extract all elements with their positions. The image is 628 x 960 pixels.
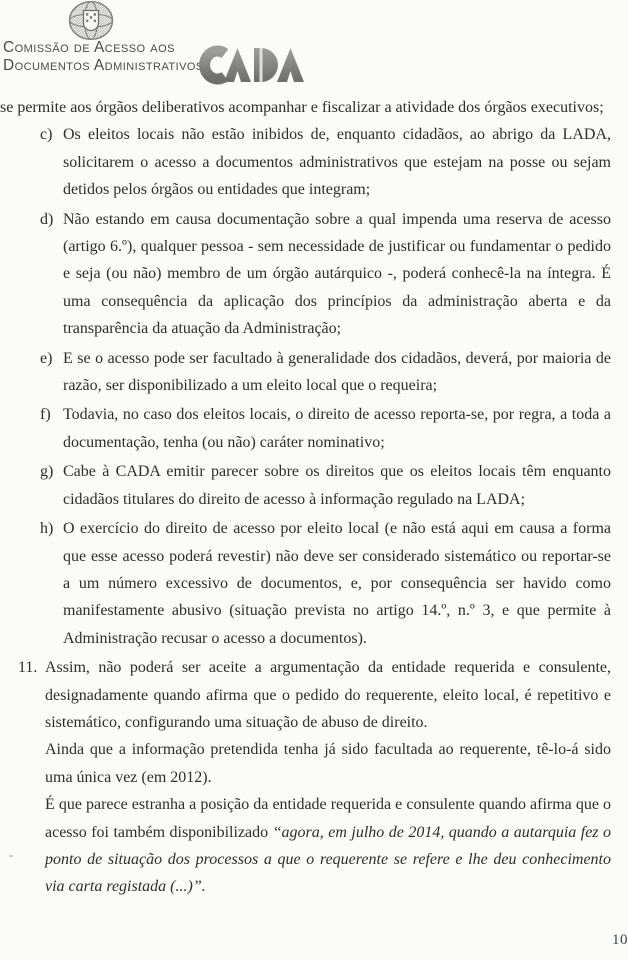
cada-logo [199,44,305,86]
list-item-e [40,345,611,400]
coat-of-arms-emblem [68,1,114,41]
org-name-line2: Documentos Administrativos [3,56,204,74]
item-label: h) [40,520,54,538]
item-label: d) [40,210,54,228]
org-name [3,39,204,74]
item-text: Cabe à CADA emitir parecer sobre os direitos que os eleitos locais têm enquanto cidadãos titulares do direito de acesso à informação regulado na LADA; [63,463,611,508]
list-item-h [40,515,611,652]
page-number: 10 [612,932,628,948]
document-body [0,94,611,901]
item-label: g) [40,463,54,481]
item-label: 11. [18,659,38,677]
list-item-f [40,401,611,456]
item-text: Não estando em causa documentação sobre a qual impenda uma reserva de acesso (artigo 6.º), qualquer pessoa - sem necessidade de justificar ou fundamentar o pedido e seja (ou não) membro de um órgão autárquico -, poderá conhecê-la na íntegra. É uma consequência da aplicação dos princípios da administração aberta e da transparência da atuação da Administração; [63,210,611,338]
item-text: E se o acesso pode ser facultado à generalidade dos cidadãos, deverá, por maioria de razão, ser disponibilizado a um eleito local que o requeira; [63,349,611,395]
paragraph-continuation: se permite aos órgãos deliberativos acompanhar e fiscalizar a atividade dos órgãos executivos; [0,99,604,116]
list-item-d [40,206,611,343]
list-item-11 [18,654,611,901]
item-label: f) [40,406,51,424]
quoted-italic-text: “agora, em julho de 2014, quando a autarquia fez o ponto de situação dos processos a que o requerente se refere e lhe deu conhecimento via carta registada (...)”. [45,823,611,896]
list-item-g [40,458,611,513]
item-label: c) [40,126,53,144]
paragraph-regular-text: É que parece estranha a posição da entidade requerida e consulente quando afirma que o acesso foi também disponibilizado [45,796,611,841]
item-text-block [45,654,611,901]
item-text: Todavia, no caso dos eleitos locais, o direito de acesso reporta-se, por regra, a toda a documentação, tenha (ou não) caráter nominativo; [63,406,611,451]
list-item-c [40,121,611,203]
paragraph-with-quote [45,791,611,901]
letterhead [0,0,628,92]
item-text: Os eleitos locais não estão inibidos de, enquanto cidadãos, ao abrigo da LADA, solicitarem o acesso a documentos administrativos que estejam na posse ou sejam detidos pelos órgãos ou entidades que integram; [63,126,611,199]
item-text: O exercício do direito de acesso por eleito local (e não está aqui em causa a forma que esse acesso poderá revestir) não deve ser considerado sistemático ou reportar-se a um número excessivo de documentos, e, por consequência ser havido como manifestamente abusivo (situação prevista no artigo 14.º, n.º 3, e que permite à Administração recusar o acesso a documentos). [63,520,611,647]
org-name-line1: Comissão de Acesso aos [3,39,175,56]
item-label: e) [40,349,53,367]
paragraph: Ainda que a informação pretendida tenha já sido facultada ao requerente, tê-lo-á sido uma única vez (em 2012). [45,741,611,786]
paragraph: Assim, não poderá ser aceite a argumentação da entidade requerida e consulente, designadamente quando afirma que o pedido do requerente, eleito local, é repetitivo e sistemático, configurando uma situação de abuso de direito. [45,659,611,731]
scan-artifact [9,855,13,857]
